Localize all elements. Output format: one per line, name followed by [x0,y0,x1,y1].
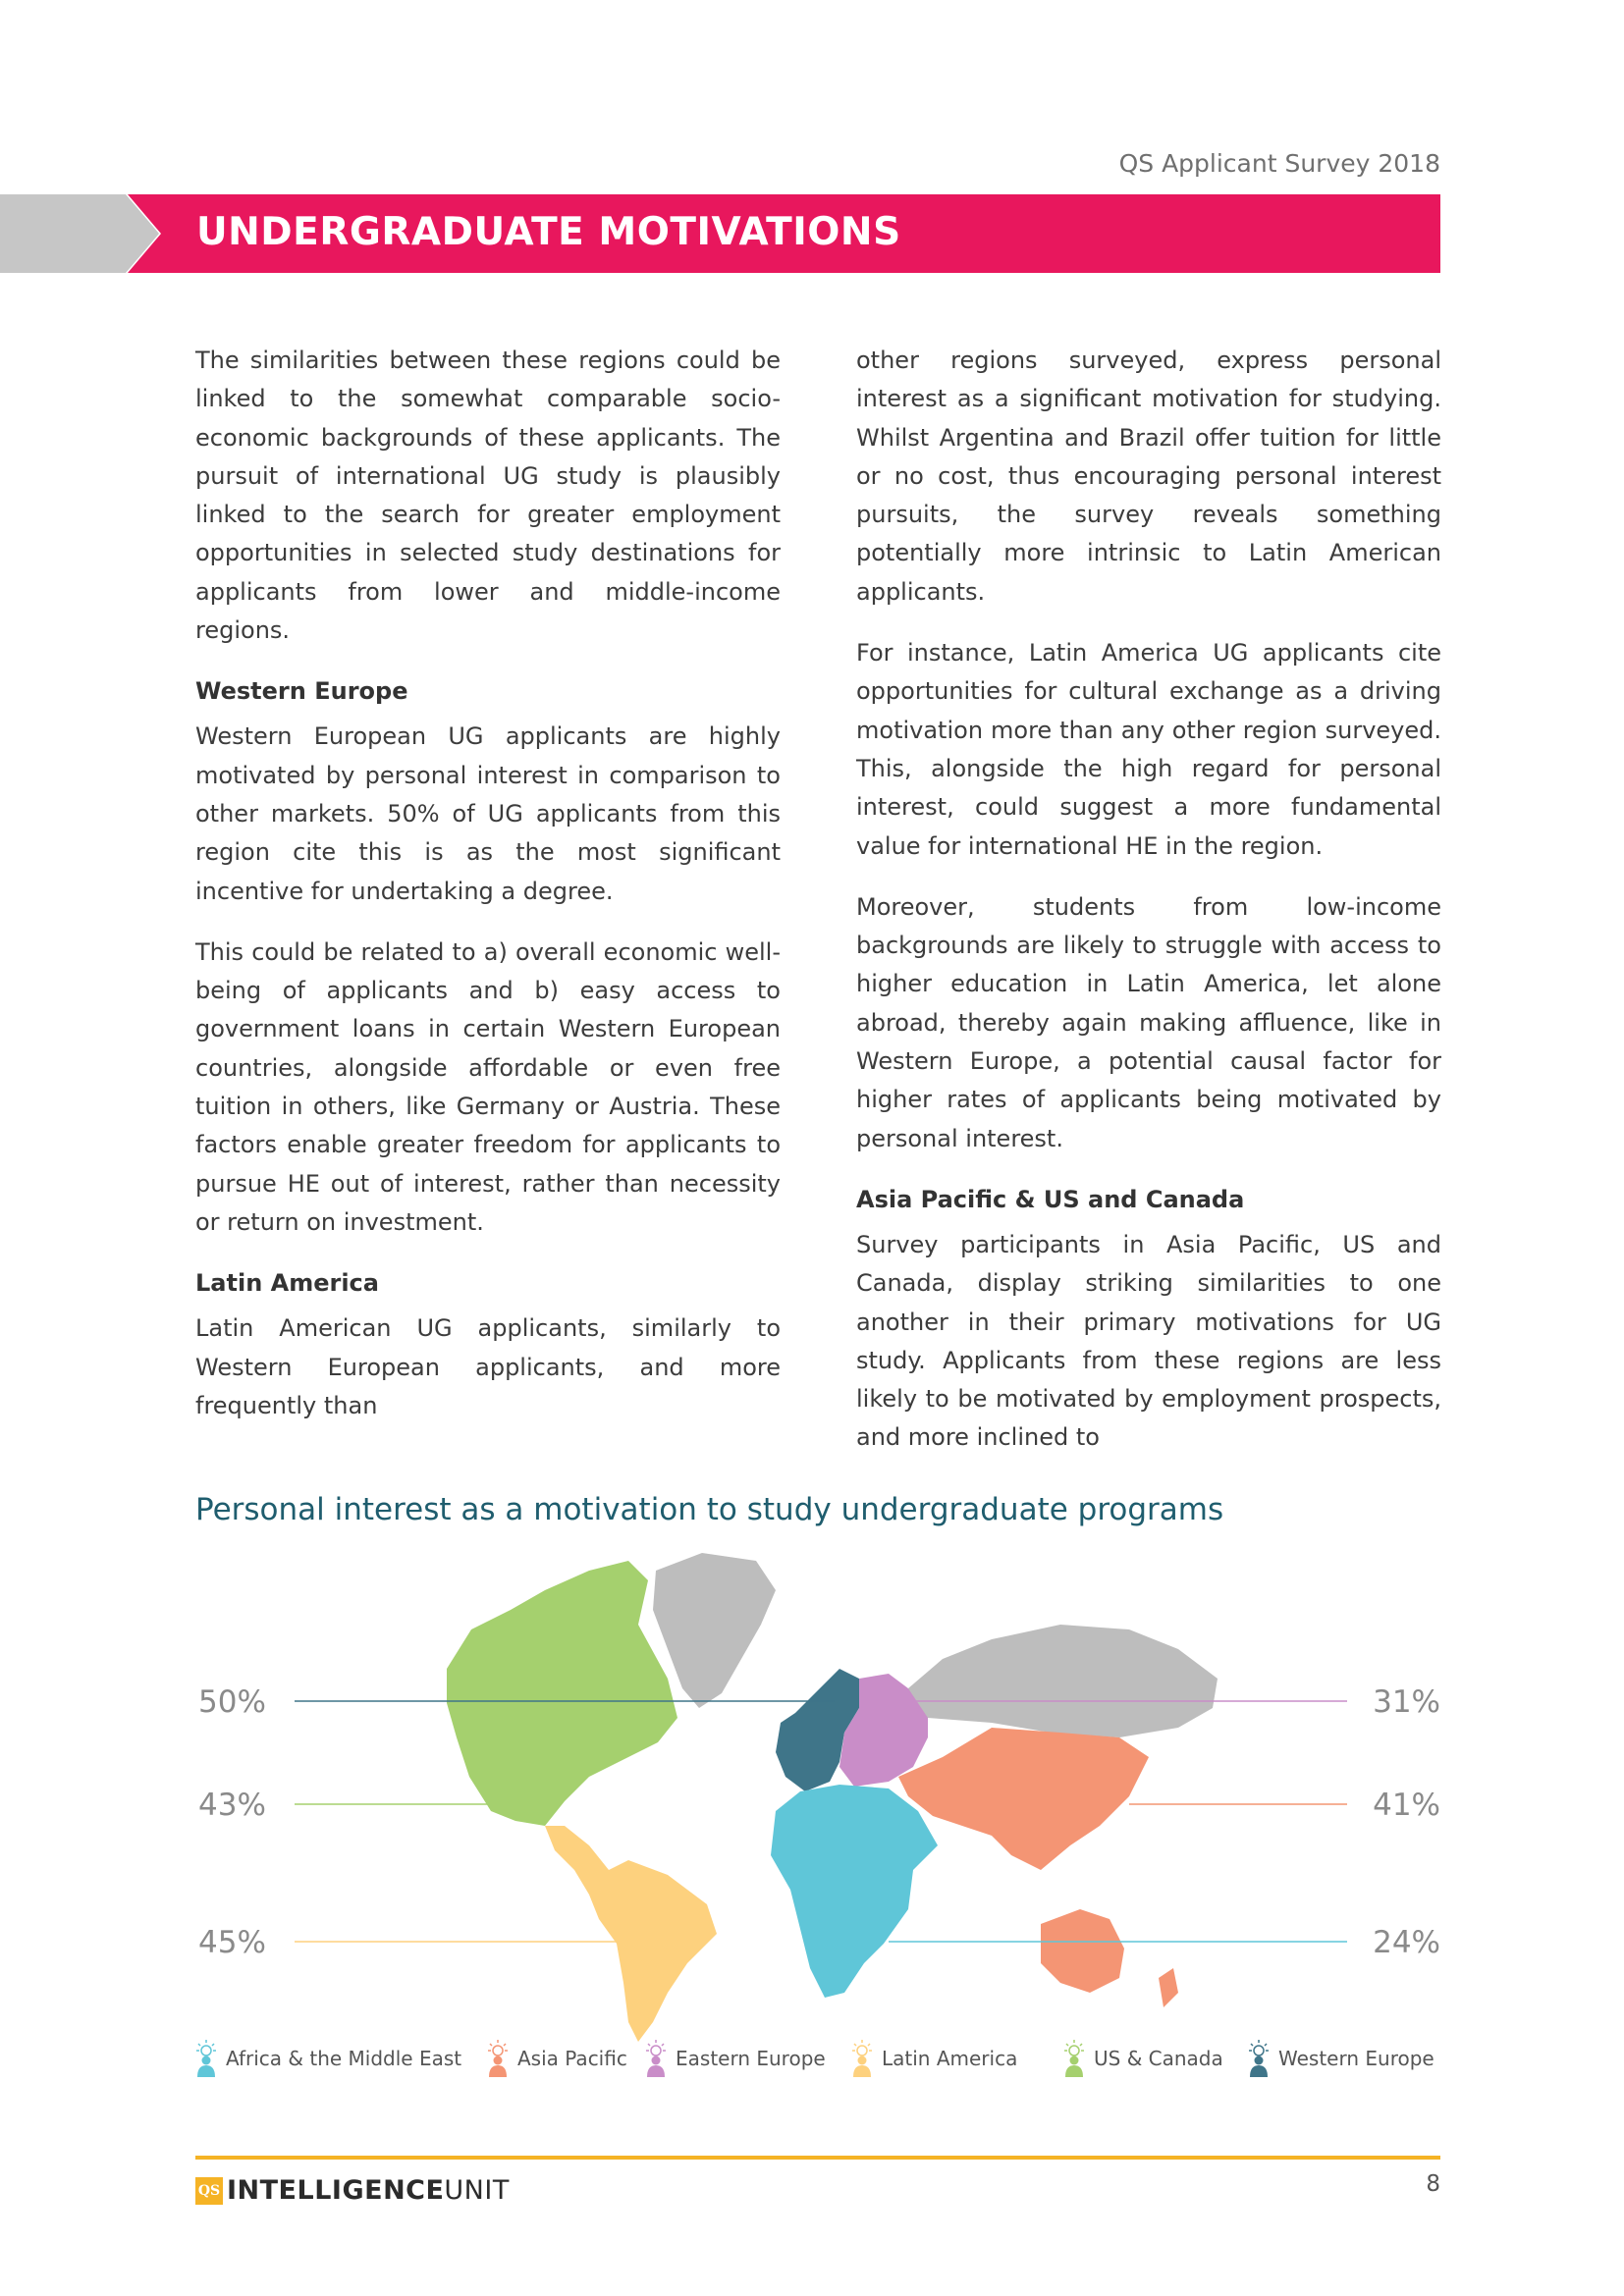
legend-item [645,2039,826,2078]
page-number: 8 [1426,2171,1440,2197]
paragraph: Latin American UG applicants, similarly to Western European applicants, and more frequently than [195,1314,781,1419]
legend-item [195,2039,461,2078]
subheading-latin-america: Latin America [195,1269,379,1298]
subheading-asia-us: Asia Pacific & US and Canada [856,1185,1245,1213]
legend-label: Africa & the Middle East [226,2047,462,2070]
map-region-australia [1041,1909,1124,1993]
legend-item [487,2039,627,2078]
paragraph: Western European UG applicants are highly motivated by personal interest in comparison to other markets. 50% of UG applicants from this region cite this is as the most significant incentive for undertaking a degree. [195,722,781,905]
person-lightbulb-icon [487,2039,509,2078]
person-lightbulb-icon [1248,2039,1270,2078]
legend-item [1063,2039,1223,2078]
logo-text-bold: INTELLIGENCE [227,2175,445,2206]
value-label-asia-pacific: 41% [1373,1788,1440,1823]
value-label-africa-the-middle-east: 24% [1373,1925,1440,1960]
map-region-greenland [653,1553,776,1708]
qs-intelligence-unit-logo [195,2175,510,2206]
qs-logo-mark: QS [195,2177,223,2205]
report-header-label: QS Applicant Survey 2018 [1118,149,1440,178]
legend-label: Western Europe [1278,2047,1435,2070]
map-region-latin-america [545,1826,717,2042]
legend-label: Eastern Europe [676,2047,826,2070]
world-map-chart [0,1531,1624,2042]
paragraph: Moreover, students from low-income backgrounds are likely to struggle with access to higher education in Latin America, let alone abroad, thereby again making affluence, like in Western Europe, a potential causal factor for higher rates of applicants being motivated by personal interest. [856,892,1441,1152]
map-region-us-canada [447,1561,677,1826]
left-text-column [195,342,781,1448]
subheading-western-europe: Western Europe [195,677,408,706]
value-label-latin-america: 45% [198,1925,266,1960]
map-region-asia-pacific [898,1728,1149,1870]
person-lightbulb-icon [1063,2039,1085,2078]
person-lightbulb-icon [195,2039,217,2078]
paragraph: other regions surveyed, express personal interest as a significant motivation for studying. Whilst Argentina and Brazil offer tuition for little or no cost, thus encouraging personal interest pursuits, the survey reveals something potentially more intrinsic to Latin American applicants. [856,347,1441,606]
chart-title: Personal interest as a motivation to study undergraduate programs [195,1492,1224,1527]
footer-divider [195,2156,1440,2160]
person-lightbulb-icon [851,2039,873,2078]
legend-label: Asia Pacific [517,2047,627,2070]
paragraph: For instance, Latin America UG applicants cite opportunities for cultural exchange as a driving motivation more than any other region surveyed. This, alongside the high regard for personal interest, could suggest a more fundamental value for international HE in the region. [856,639,1441,860]
paragraph: Survey participants in Asia Pacific, US and Canada, display striking similarities to one another in their primary motivations for UG study. Applicants from these regions are less likely to be motivated by employment prospects, and more inclined to [856,1230,1441,1452]
legend-label: US & Canada [1094,2047,1223,2070]
section-title: UNDERGRADUATE MOTIVATIONS [196,210,901,254]
person-lightbulb-icon [645,2039,667,2078]
paragraph: The similarities between these regions could be linked to the somewhat comparable socio-economic backgrounds of these applicants. The pursuit of international UG study is plausibly linked to the search for greater employment opportunities in selected study destinations for applicants from lower and middle-income regions. [195,347,781,645]
legend-label: Latin America [882,2047,1018,2070]
paragraph: This could be related to a) overall economic well-being of applicants and b) easy access to government loans in certain Western European countries, alongside affordable or even free tuition in others, like Germany or Austria. These factors enable greater freedom for applicants to pursue HE out of interest, rather than necessity or return on investment. [195,937,781,1236]
chart-legend [195,2039,1440,2078]
map-region-north-asia [908,1625,1218,1737]
section-title-banner [0,194,1440,273]
value-label-us-canada: 43% [198,1788,266,1823]
title-arrow-tab [0,194,159,273]
map-region-africa-middle-east [771,1785,938,1998]
logo-text-light: UNIT [444,2175,510,2206]
legend-item [1248,2039,1435,2078]
right-text-column [856,342,1441,1480]
value-label-eastern-europe: 31% [1373,1684,1440,1720]
value-label-western-europe: 50% [198,1684,266,1720]
legend-item [851,2039,1017,2078]
map-region-new-zealand [1159,1968,1178,2007]
